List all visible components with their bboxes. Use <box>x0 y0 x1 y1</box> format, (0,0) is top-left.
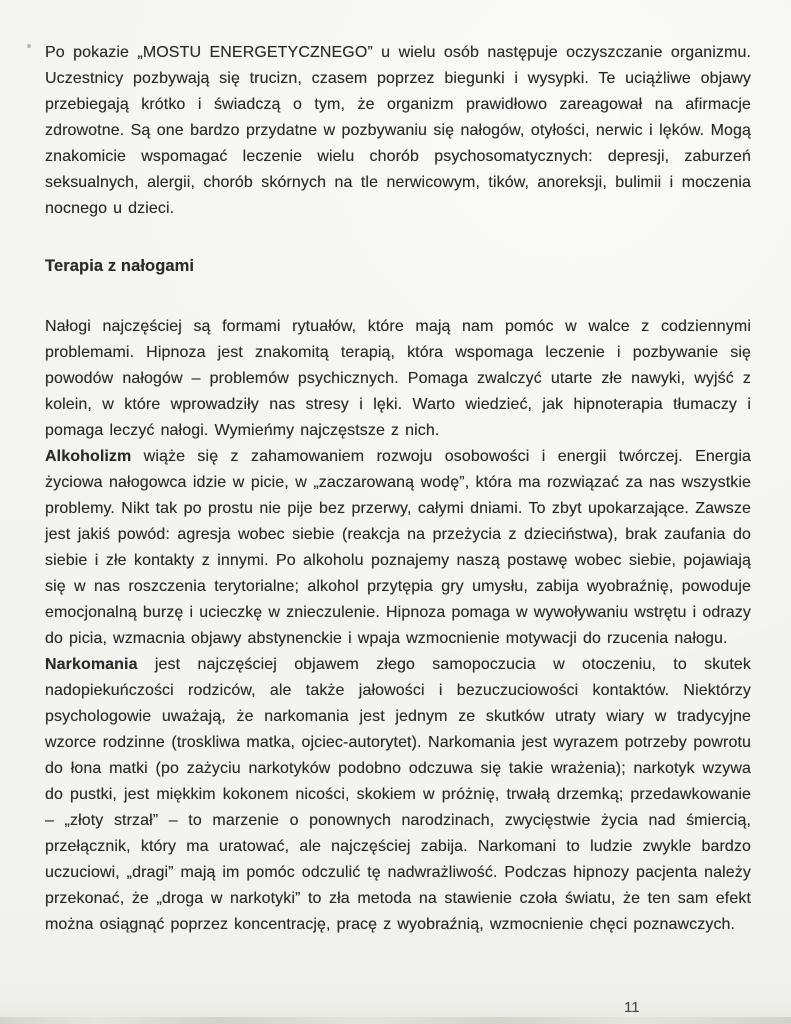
document-body <box>45 40 751 938</box>
narkomania-lead-term: Narkomania <box>45 656 138 673</box>
scan-bottom-edge <box>0 1017 791 1024</box>
section-heading-terapia-z-nalogami: Terapia z nałogami <box>45 257 195 275</box>
narkomania-body-text: jest najczęściej objawem złego samopoczucia w otoczeniu, to skutek nadopiekuńczości rodziców, ale także jałowości i bezuczuciowości kontaktów. Niektórzy psychologowie uważają, że narkomania jest jednym ze skutków utraty wiary w tradycyjne wzorce rodzinne (troskliwa matka, ojciec-autorytet). Narkomania jest wyrazem potrzeby powrotu do łona matki (po zażyciu narkotyków podobno odczuwa się takie wrażenia); narkotyk wzywa do pustki, jest miękkim kokonem nicości, skokiem w próżnię, trwałą drzemką; przedawkowanie – „złoty strzał” – to marzenie o ponownych narodzinach, zwycięstwie życia nad śmiercią, przełącznik, który ma uratować, ale najczęściej zabija. Narkomani to ludzie zwykle bardzo uczuciowi, „dragi” mają im pomóc odczulić tę nadwrażliwość. Podczas hipnozy pacjenta należy przekonać, że „droga w narkotyki” to zła metoda na stawienie czoła światu, że ten sam efekt można osiągnąć poprzez koncentrację, pracę z wyobraźnią, wzmocnienie chęci poznawczych. <box>45 656 751 933</box>
page-number: 11 <box>624 999 640 1016</box>
paragraph-drug-addiction <box>45 652 751 938</box>
scan-speck <box>27 44 31 48</box>
paragraph-addiction-rituals: Nałogi najczęściej są formami rytuałów, które mają nam pomóc w walce z codziennymi problemami. Hipnoza jest znakomitą terapią, która wspomaga leczenie i pozbywanie się powodów nałogów – problemów psychicznych. Pomaga zwalczyć utarte złe nawyki, wyjść z kolein, w które wprowadziły nas stresy i lęki. Warto wiedzieć, jak hipnoterapia tłumaczy i pomaga leczyć nałogi. Wymieńmy najczęstsze z nich. <box>45 318 751 439</box>
alcoholism-body-text: wiąże się z zahamowaniem rozwoju osobowości i energii twórczej. Energia życiowa nałogowca idzie w picie, w „zaczarowaną wodę”, która ma rozwiązać za nas wszystkie problemy. Nikt tak po prostu nie pije bez przerwy, całymi dniami. To zbyt upokarzające. Zawsze jest jakiś powód: agresja wobec siebie (reakcja na przeżycia z dzieciństwa), brak zaufania do siebie i złe kontakty z innymi. Po alkoholu poznajemy naszą postawę wobec siebie, pojawiają się w nas roszczenia terytorialne; alkohol przytępia gry umysłu, zabija wyobraźnię, powoduje emocjonalną burzę i ucieczkę w znieczulenie. Hipnoza pomaga w wywoływaniu wstrętu i odrazy do picia, wzmacnia objawy abstynenckie i wpaja wzmocnienie motywacji do rzucenia nałogu. <box>45 448 751 647</box>
paragraph-alcoholism <box>45 444 751 652</box>
paragraph-energy-bridge-cleansing: Po pokazie „MOSTU ENERGETYCZNEGO” u wielu osób następuje oczyszczanie organizmu. Uczestnicy pozbywają się trucizn, czasem poprzez biegunki i wysypki. Te uciążliwe objawy przebiegają krótko i świadczą o tym, że organizm prawidłowo zareagował na afirmacje zdrowotne. Są one bardzo przydatne w pozbywaniu się nałogów, otyłości, nerwic i lęków. Mogą znakomicie wspomagać leczenie wielu chorób psychosomatycznych: depresji, zaburzeń seksualnych, alergii, chorób skórnych na tle nerwicowym, tików, anoreksji, bulimii i moczenia nocnego u dzieci. <box>45 44 751 217</box>
alcoholism-lead-term: Alkoholizm <box>45 448 132 465</box>
